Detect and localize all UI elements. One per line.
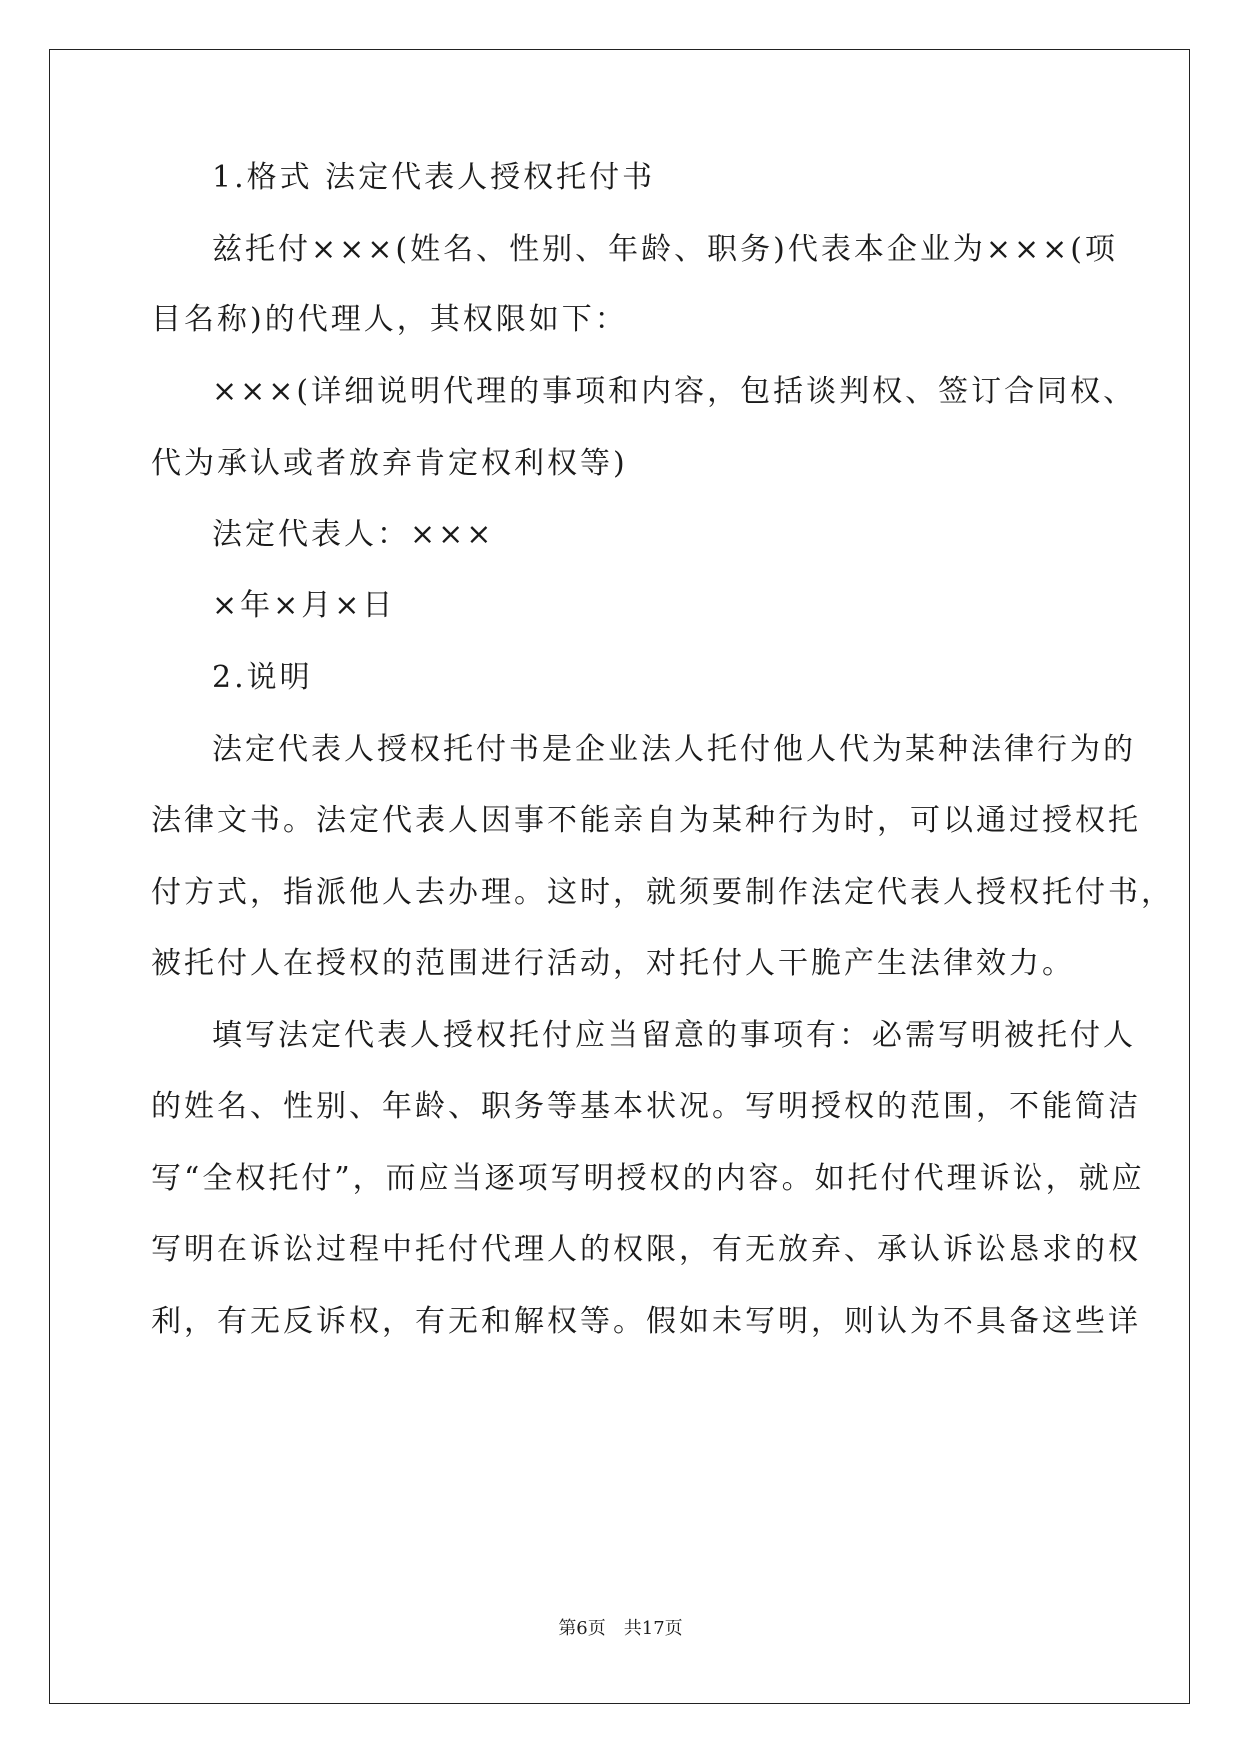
page-number: 第6页 bbox=[558, 1618, 606, 1639]
signature-line: 法定代表人：××× bbox=[212, 517, 495, 552]
section-heading-explanation: 2.说明 bbox=[212, 660, 313, 695]
page-total: 共17页 bbox=[623, 1618, 683, 1639]
paragraph-line: 目名称)的代理人，其权限如下： bbox=[151, 302, 628, 337]
paragraph-line: 法定代表人授权托付书是企业法人托付他人代为某种法律行为的 bbox=[212, 732, 1136, 767]
paragraph-line: 付方式，指派他人去办理。这时，就须要制作法定代表人授权托付书， bbox=[151, 875, 1174, 910]
page-footer bbox=[0, 1617, 1241, 1641]
section-heading-format: 1.格式 法定代表人授权托付书 bbox=[212, 160, 656, 195]
paragraph-line: 被托付人在授权的范围进行活动，对托付人干脆产生法律效力。 bbox=[151, 946, 1075, 981]
paragraph-line: 利，有无反诉权，有无和解权等。假如未写明，则认为不具备这些详 bbox=[151, 1304, 1141, 1339]
paragraph-line: 填写法定代表人授权托付应当留意的事项有：必需写明被托付人 bbox=[212, 1018, 1136, 1053]
paragraph-line: 法律文书。法定代表人因事不能亲自为某种行为时，可以通过授权托 bbox=[151, 803, 1141, 838]
paragraph-line: 代为承认或者放弃肯定权利权等) bbox=[151, 446, 628, 481]
date-line: ×年×月×日 bbox=[212, 588, 396, 623]
paragraph-line: ×××(详细说明代理的事项和内容，包括谈判权、签订合同权、 bbox=[212, 374, 1137, 409]
paragraph-line: 写明在诉讼过程中托付代理人的权限，有无放弃、承认诉讼恳求的权 bbox=[151, 1232, 1141, 1267]
paragraph-line: 写“全权托付”，而应当逐项写明授权的内容。如托付代理诉讼，就应 bbox=[151, 1161, 1145, 1196]
paragraph-line: 兹托付×××(姓名、性别、年龄、职务)代表本企业为×××(项 bbox=[212, 232, 1118, 267]
paragraph-line: 的姓名、性别、年龄、职务等基本状况。写明授权的范围，不能简洁 bbox=[151, 1089, 1141, 1124]
